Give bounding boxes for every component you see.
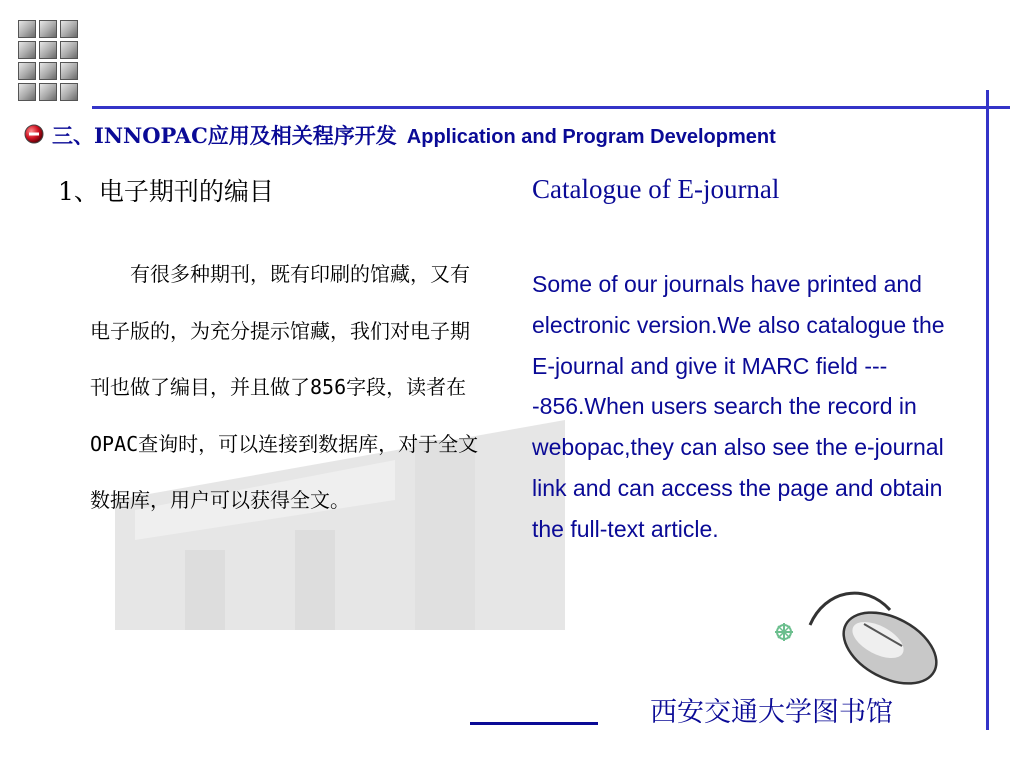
footer-underline: [470, 722, 598, 725]
logo-cell: [18, 83, 36, 101]
slide-title: [52, 120, 776, 150]
sparkle-icon: [775, 623, 793, 641]
logo-cell: [18, 62, 36, 80]
title-chinese: 三、INNOPAC应用及相关程序开发: [52, 123, 397, 148]
logo-cell: [60, 62, 78, 80]
logo-cell: [18, 20, 36, 38]
logo-cell: [39, 83, 57, 101]
logo-cell: [60, 83, 78, 101]
logo-cell: [39, 41, 57, 59]
header-rule: [92, 106, 1010, 109]
logo-cell: [39, 62, 57, 80]
grid-logo-icon: [18, 20, 80, 100]
body-text-english: Some of our journals have printed and electronic version.We also catalogue the E-journal and give it MARC field ----856.When users search the record in webopac,they can also see the e-journal link and can access the page and obtain the full-text article.: [532, 271, 945, 542]
section-heading-chinese: 1、电子期刊的编目: [58, 177, 274, 206]
library-name: 西安交通大学图书馆: [650, 697, 893, 728]
title-english: Application and Program Development: [406, 126, 776, 148]
logo-cell: [60, 41, 78, 59]
logo-cell: [18, 41, 36, 59]
mouse-clipart-icon: [770, 580, 950, 690]
section-heading-english: Catalogue of E-journal: [532, 174, 780, 204]
right-rule: [986, 90, 989, 730]
red-bullet-icon: [24, 124, 44, 144]
logo-cell: [39, 20, 57, 38]
logo-cell: [60, 20, 78, 38]
body-text-chinese: 有很多种期刊，既有印刷的馆藏，又有电子版的，为充分提示馆藏，我们对电子期刊也做了编目，并且做了856字段，读者在OPAC查询时，可以连接到数据库，对于全文数据库，用户可以获得全文。: [90, 262, 479, 512]
